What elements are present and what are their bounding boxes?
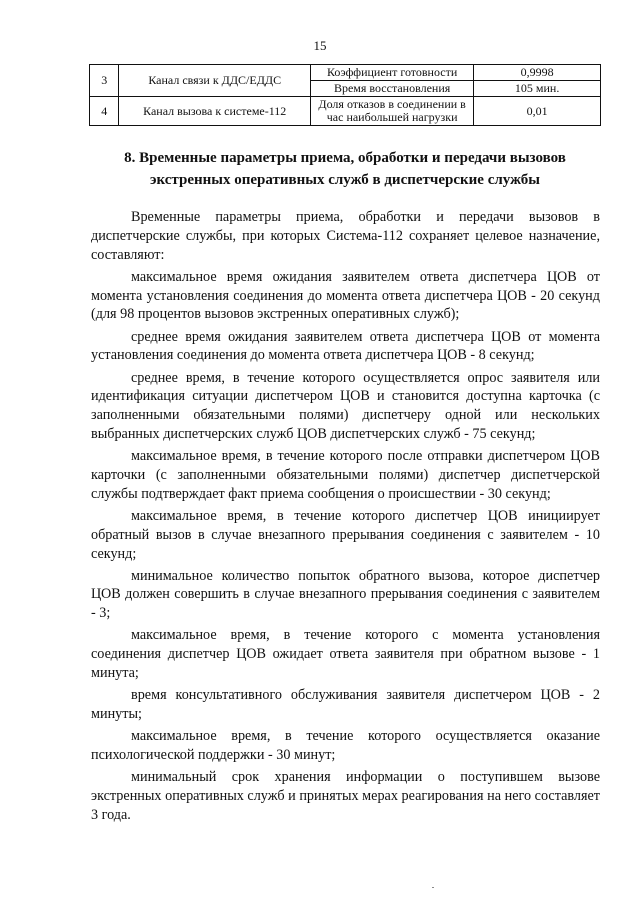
parameter-name: Время восстановления bbox=[333, 81, 451, 95]
parameter-name: Коэффициент готовности bbox=[311, 65, 473, 81]
parameter-name: Доля отказов в соединении в час наибольшей нагрузки bbox=[311, 97, 474, 126]
section-title: 8. Временные параметры приема, обработки и передачи вызовов экстренных оперативных служб в диспетчерские службы bbox=[124, 150, 566, 188]
paragraph: Временные параметры приема, обработки и передачи вызовов в диспетчерские службы, при которых Система-112 сохраняет целевое назначение, составляют: bbox=[91, 209, 600, 263]
row-number: 4 bbox=[90, 97, 119, 126]
value-cell bbox=[474, 65, 601, 97]
paragraph: минимальное количество попыток обратного вызова, которое диспетчер ЦОВ должен совершить в случае внезапного прерывания соединения с заявителем - 3; bbox=[91, 567, 600, 622]
paragraph: максимальное время, в течение которого осуществляется оказание психологической поддержки - 30 минут; bbox=[91, 728, 600, 764]
table-row bbox=[90, 65, 601, 97]
paragraph: время консультативного обслуживания заявителя диспетчером ЦОВ - 2 минуты; bbox=[91, 687, 600, 723]
section-body bbox=[91, 208, 600, 828]
parameter-value: 0,9998 bbox=[474, 65, 600, 81]
parameter-value: 0,01 bbox=[474, 97, 601, 126]
channel-name: Канал связи к ДДС/ЕДДС bbox=[119, 65, 311, 97]
paragraph: минимальный срок хранения информации о поступившем вызове экстренных оперативных служб и принятых мерах реагирования на него составляет 3 года. bbox=[91, 769, 600, 823]
paragraph: максимальное время ожидания заявителем ответа диспетчера ЦОВ от момента установления соединения до момента ответа диспетчера ЦОВ - 20 секунд (для 98 процентов вызовов экстренных оперативных служб); bbox=[91, 268, 600, 323]
parameter-value: 105 мин. bbox=[514, 81, 560, 95]
paragraph: среднее время ожидания заявителем ответа диспетчера ЦОВ от момента установления соединения до момента ответа диспетчера ЦОВ - 8 секунд; bbox=[91, 328, 600, 364]
parameters-table bbox=[89, 64, 601, 126]
scan-dot bbox=[432, 887, 434, 888]
paragraph: максимальное время, в течение которого после отправки диспетчером ЦОВ карточки (с заполненными обязательными полями) диспетчер диспетчерской службы подтверждает факт приема сообщения о происшествии - 30 секунд; bbox=[91, 448, 600, 502]
paragraph: максимальное время, в течение которого диспетчер ЦОВ инициирует обратный вызов в случае внезапного прерывания соединения с заявителем - 10 секунд; bbox=[91, 507, 600, 562]
parameter-cell bbox=[311, 65, 474, 97]
paragraph: среднее время, в течение которого осуществляется опрос заявителя или идентификация ситуации диспетчером ЦОВ и становится доступна карточка (с заполненными обязательными полями) диспетчеру одной или нескольких выбранных диспетчерских служб ЦОВ диспетчерских служб - 75 секунд; bbox=[91, 369, 600, 442]
page-number: 15 bbox=[313, 38, 327, 53]
table-row bbox=[90, 97, 601, 126]
row-number: 3 bbox=[90, 65, 119, 97]
channel-name: Канал вызова к системе-112 bbox=[119, 97, 311, 126]
paragraph: максимальное время, в течение которого с момента установления соединения диспетчер ЦОВ ожидает ответа заявителя при обратном вызове - 1 минута; bbox=[91, 627, 600, 682]
